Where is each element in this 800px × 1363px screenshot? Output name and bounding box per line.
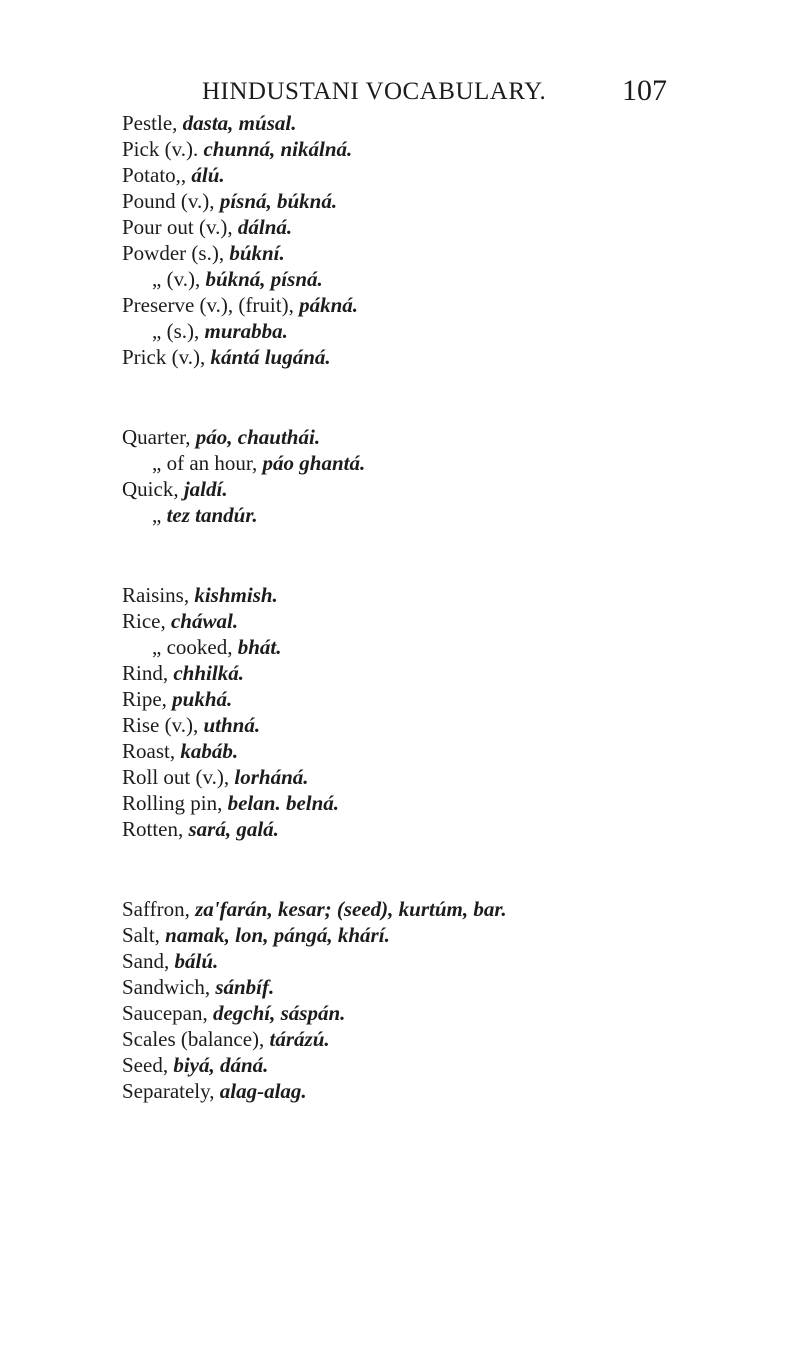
headword: Roll out (v.), <box>122 765 235 789</box>
headword: Scales (balance), <box>122 1027 270 1051</box>
list-item <box>122 660 782 686</box>
headword: Potato,, <box>122 163 192 187</box>
translation: alag-alag. <box>219 1079 307 1103</box>
list-item <box>122 974 782 1000</box>
translation: bálú. <box>174 949 219 973</box>
translation: álú. <box>191 163 225 187</box>
headword: Ripe, <box>122 687 173 711</box>
headword: Seed, <box>122 1053 174 1077</box>
list-item <box>122 110 782 136</box>
headword: Preserve (v.), (fruit), <box>122 293 300 317</box>
translation: cháwal. <box>170 609 239 633</box>
translation: kishmish. <box>194 583 278 607</box>
headword: Pick (v.). <box>122 137 204 161</box>
entry-group-p <box>122 110 782 370</box>
list-item <box>122 502 782 528</box>
translation: búkná, písná. <box>205 267 323 291</box>
translation: pákná. <box>299 293 359 317</box>
translation: pukhá. <box>172 687 233 711</box>
translation: tárázú. <box>269 1027 330 1051</box>
list-item <box>122 292 782 318</box>
translation: búkní. <box>229 241 285 265</box>
headword: Quarter, <box>122 425 196 449</box>
translation: sánbíf. <box>215 975 275 999</box>
headword: Rind, <box>122 661 174 685</box>
headword: „ (v.), <box>152 267 206 291</box>
translation: chhilká. <box>173 661 244 685</box>
list-item <box>122 608 782 634</box>
headword: Pound (v.), <box>122 189 220 213</box>
list-item <box>122 816 782 842</box>
translation: písná, búkná. <box>219 189 338 213</box>
translation: degchí, sáspán. <box>212 1001 346 1025</box>
translation: páo ghantá. <box>262 451 366 475</box>
headword: Pestle, <box>122 111 183 135</box>
translation: biyá, dáná. <box>173 1053 269 1077</box>
list-item <box>122 790 782 816</box>
list-item <box>122 922 782 948</box>
list-item <box>122 450 782 476</box>
translation: tez tandúr. <box>166 503 258 527</box>
headword: Rolling pin, <box>122 791 228 815</box>
translation: chunná, nikálná. <box>203 137 353 161</box>
headword: „ (s.), <box>152 319 205 343</box>
list-item <box>122 188 782 214</box>
entry-group-s <box>122 896 782 1104</box>
headword: Powder (s.), <box>122 241 230 265</box>
vocabulary-list <box>122 110 782 1104</box>
translation: dasta, músal. <box>182 111 297 135</box>
translation: sará, galá. <box>188 817 279 841</box>
translation: jaldí. <box>183 477 228 501</box>
list-item <box>122 1052 782 1078</box>
list-item <box>122 896 782 922</box>
translation: lorháná. <box>234 765 309 789</box>
page-header <box>0 74 800 114</box>
headword: Rise (v.), <box>122 713 204 737</box>
list-item <box>122 344 782 370</box>
headword: Roast, <box>122 739 181 763</box>
headword: „ of an hour, <box>152 451 263 475</box>
page-number: 107 <box>622 74 667 107</box>
headword: Saffron, <box>122 897 196 921</box>
headword: Separately, <box>122 1079 220 1103</box>
entry-group-q <box>122 424 782 528</box>
list-item <box>122 712 782 738</box>
headword: „ <box>152 503 167 527</box>
headword: Pour out (v.), <box>122 215 238 239</box>
list-item <box>122 162 782 188</box>
list-item <box>122 1078 782 1104</box>
headword: Sand, <box>122 949 175 973</box>
list-item <box>122 136 782 162</box>
list-item <box>122 424 782 450</box>
list-item <box>122 318 782 344</box>
list-item <box>122 476 782 502</box>
headword: Rice, <box>122 609 171 633</box>
entry-group-r <box>122 582 782 842</box>
list-item <box>122 266 782 292</box>
translation: uthná. <box>203 713 261 737</box>
headword: Raisins, <box>122 583 195 607</box>
translation: kabáb. <box>180 739 239 763</box>
translation: murabba. <box>204 319 288 343</box>
headword: Quick, <box>122 477 184 501</box>
translation: belan. belná. <box>227 791 340 815</box>
list-item <box>122 1000 782 1026</box>
translation: páo, chauthái. <box>195 425 321 449</box>
list-item <box>122 948 782 974</box>
translation: dálná. <box>237 215 293 239</box>
translation: namak, lon, pángá, khárí. <box>165 923 390 947</box>
list-item <box>122 240 782 266</box>
list-item <box>122 582 782 608</box>
headword: Salt, <box>122 923 166 947</box>
list-item <box>122 764 782 790</box>
headword: Rotten, <box>122 817 189 841</box>
headword: Prick (v.), <box>122 345 211 369</box>
list-item <box>122 1026 782 1052</box>
headword: Sandwich, <box>122 975 216 999</box>
list-item <box>122 214 782 240</box>
headword: „ cooked, <box>152 635 238 659</box>
translation: kántá lugáná. <box>210 345 331 369</box>
headword: Saucepan, <box>122 1001 213 1025</box>
translation: bhát. <box>237 635 282 659</box>
list-item <box>122 738 782 764</box>
translation: za'farán, kesar; (seed), kurtúm, bar. <box>195 897 507 921</box>
running-title: HINDUSTANI VOCABULARY. <box>202 78 547 105</box>
list-item <box>122 634 782 660</box>
list-item <box>122 686 782 712</box>
